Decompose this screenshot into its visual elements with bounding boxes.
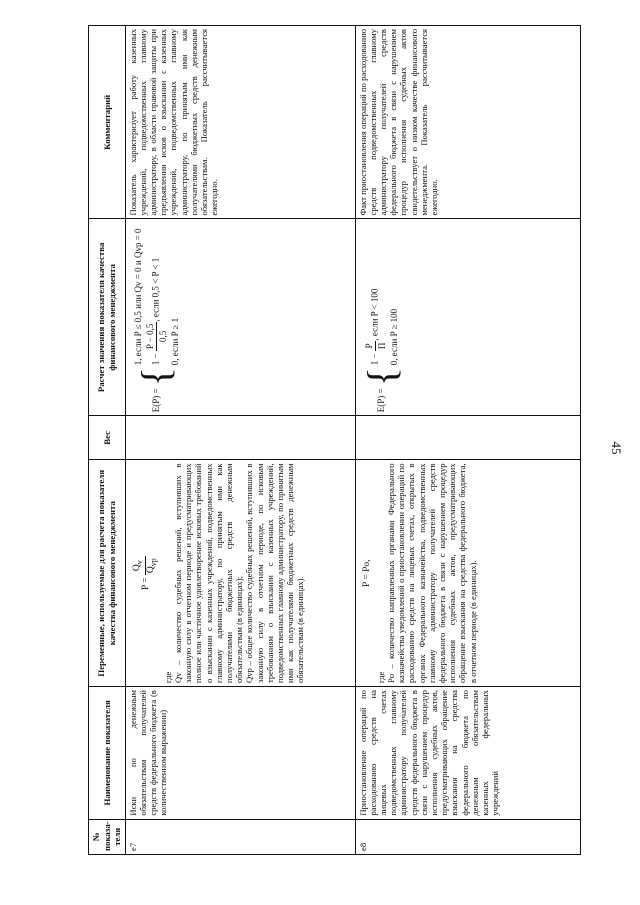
calc-lhs: E(P) = xyxy=(150,388,161,413)
row-name: Приостановление операций по расходованию средств на лицевых счетах подведомственных главному администратору получателей средств федерального бюджета в связи с нарушением процедур исполнения судебных актов, предусматривающих обращение взыскания на средства федерального бюджета по денежным обязательствам казенных федеральных учреждений xyxy=(355,687,580,820)
vars-where: где xyxy=(375,671,386,684)
row-comment: Показатель характеризует работу казенных учреждений, подведомственных главному администратору, в области правовой защиты при предъявлении исков о взыскании с казенных учреждений, подведомственных главному администратору, по принятым ими как получателями бюджетных средств денежным обязательствам. Показатель рассчитывается ежегодно. xyxy=(125,26,355,220)
brace-icon: { xyxy=(358,367,404,387)
row-comment: Факт приостановления операций по расходованию средств подведомственных главному администратору получателей средств федерального бюджета в связи с нарушением процедур исполнения судебных актов свидетельствует о низком качестве финансового менеджмента. Показатель рассчитывается ежегодно. xyxy=(355,26,580,220)
calc-case: 1 − P − 0,5 0,5 , если 0,5 < P < 1 xyxy=(144,257,168,366)
landscape-table-wrapper xyxy=(88,25,578,855)
calc-case: 1, если P ≤ 0,5 или Qv = 0 и Qvp = 0 xyxy=(132,228,143,366)
header-vars: Переменные, используемые для расчета показателя качества финансового менеджмента xyxy=(89,460,126,687)
header-name: Наименование показателя xyxy=(89,687,126,820)
formula-num: Q xyxy=(131,564,142,572)
row-name: Иски по денежным обязательствам получателей средств федерального бюджета (в количественном выражении) xyxy=(125,687,355,820)
formula-num-sub: v xyxy=(134,560,144,565)
formula-den-sub: vp xyxy=(148,558,158,567)
indicator-table xyxy=(88,25,581,855)
page-number: 45 xyxy=(609,441,624,455)
row-calc xyxy=(355,219,580,416)
formula-den: Q xyxy=(145,566,156,574)
calc-case: 0, если P ≥ 1 xyxy=(169,317,180,366)
row-num: е7 xyxy=(125,819,355,854)
formula-fraction xyxy=(132,556,159,575)
header-num: № показа-теля xyxy=(89,819,126,854)
row-vars xyxy=(125,460,355,687)
vars-paragraph: Qv – количество судебных решений, вступивших в законную силу в отчетном периоде и предусматривающих полное или частичное удовлетворение исковых требований о взыскании с казенных учреждений, подведомственных главному администратору, по принятым ими как получателями бюджетных средств денежным обязательствам (в единицах); xyxy=(172,463,245,684)
header-comment: Комментарий xyxy=(89,26,126,220)
brace-icon: { xyxy=(133,367,178,387)
row-weight xyxy=(125,416,355,460)
header-weight: Вес xyxy=(89,416,126,460)
calc-cases xyxy=(132,228,181,365)
calc-cases xyxy=(363,289,400,366)
header-calc: Расчет значения показателя качества финансового менеджмента xyxy=(89,219,126,416)
rotated-page xyxy=(88,25,578,855)
formula-lhs: P = xyxy=(140,577,151,591)
row-calc xyxy=(125,219,355,416)
table-header-row xyxy=(89,26,126,855)
vars-paragraph: Pо – количество направленных органами Федерального казначейства уведомлений о приостановлении операций по расходованию средств на лицевых счетах, открытых в органах Федерального казначейства, подведомственных главному администратору получателей средств федерального бюджета в связи с нарушением процедур исполнения судебных актов, предусматривающих обращение взыскания на средства федерального бюджета, в отчетном периоде (в единицах). xyxy=(385,463,478,684)
table-row xyxy=(355,26,580,855)
calc-case: 0, если P ≥ 100 xyxy=(389,308,399,366)
row-vars xyxy=(355,460,580,687)
vars-where: где xyxy=(162,671,173,684)
row-num: е8 xyxy=(355,819,580,854)
calc-lhs: E(P) = xyxy=(376,388,387,413)
vars-formula xyxy=(132,463,159,683)
calc-case: 1 − P П , если P < 100 xyxy=(364,288,387,366)
row-weight xyxy=(355,416,580,460)
vars-paragraph: Qvp – общее количество судебных решений, вступивших в законную силу в отчетном периоде, по исковым требованиям о взыскании с казенных учреждений, подведомственных главному администратору, по принятым ими как получателями бюджетных средств денежным обязательствам (в единицах). xyxy=(244,463,306,684)
table-row xyxy=(125,26,355,855)
vars-formula: P = Pо, xyxy=(361,559,372,587)
